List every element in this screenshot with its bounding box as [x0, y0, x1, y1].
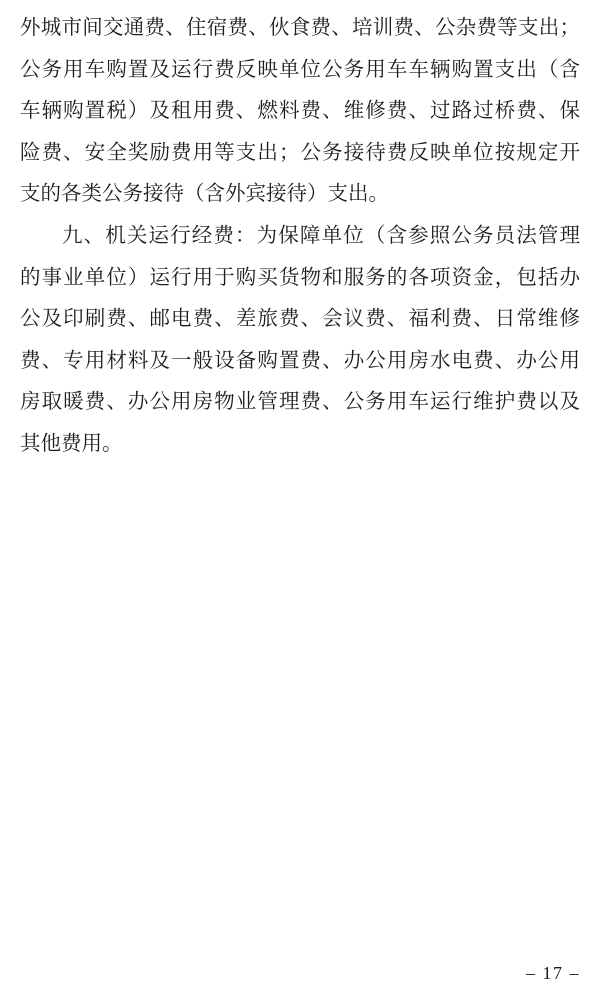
document-line: 公及印刷费、邮电费、差旅费、会议费、福利费、日常维修	[20, 308, 580, 331]
paragraph-1	[20, 8, 580, 216]
document-line: 险费、安全奖励费用等支出；公务接待费反映单位按规定开	[20, 141, 580, 164]
document-body	[20, 8, 580, 466]
document-line: 费、专用材料及一般设备购置费、办公用房水电费、办公用	[20, 349, 580, 372]
document-line: 公务用车购置及运行费反映单位公务用车车辆购置支出（含	[20, 58, 580, 81]
document-line: 车辆购置税）及租用费、燃料费、维修费、过路过桥费、保	[20, 100, 580, 123]
document-line: 九、机关运行经费：为保障单位（含参照公务员法管理	[62, 224, 580, 247]
document-line: 外城市间交通费、住宿费、伙食费、培训费、公杂费等支出；	[20, 17, 580, 39]
document-line: 其他费用。	[20, 432, 123, 455]
document-line: 的事业单位）运行用于购买货物和服务的各项资金，包括办	[20, 266, 580, 289]
paragraph-2	[20, 216, 580, 466]
page-number: – 17 –	[526, 963, 580, 983]
document-line: 房取暖费、办公用房物业管理费、公务用车运行维护费以及	[20, 391, 580, 414]
document-line: 支的各类公务接待（含外宾接待）支出。	[20, 183, 389, 206]
